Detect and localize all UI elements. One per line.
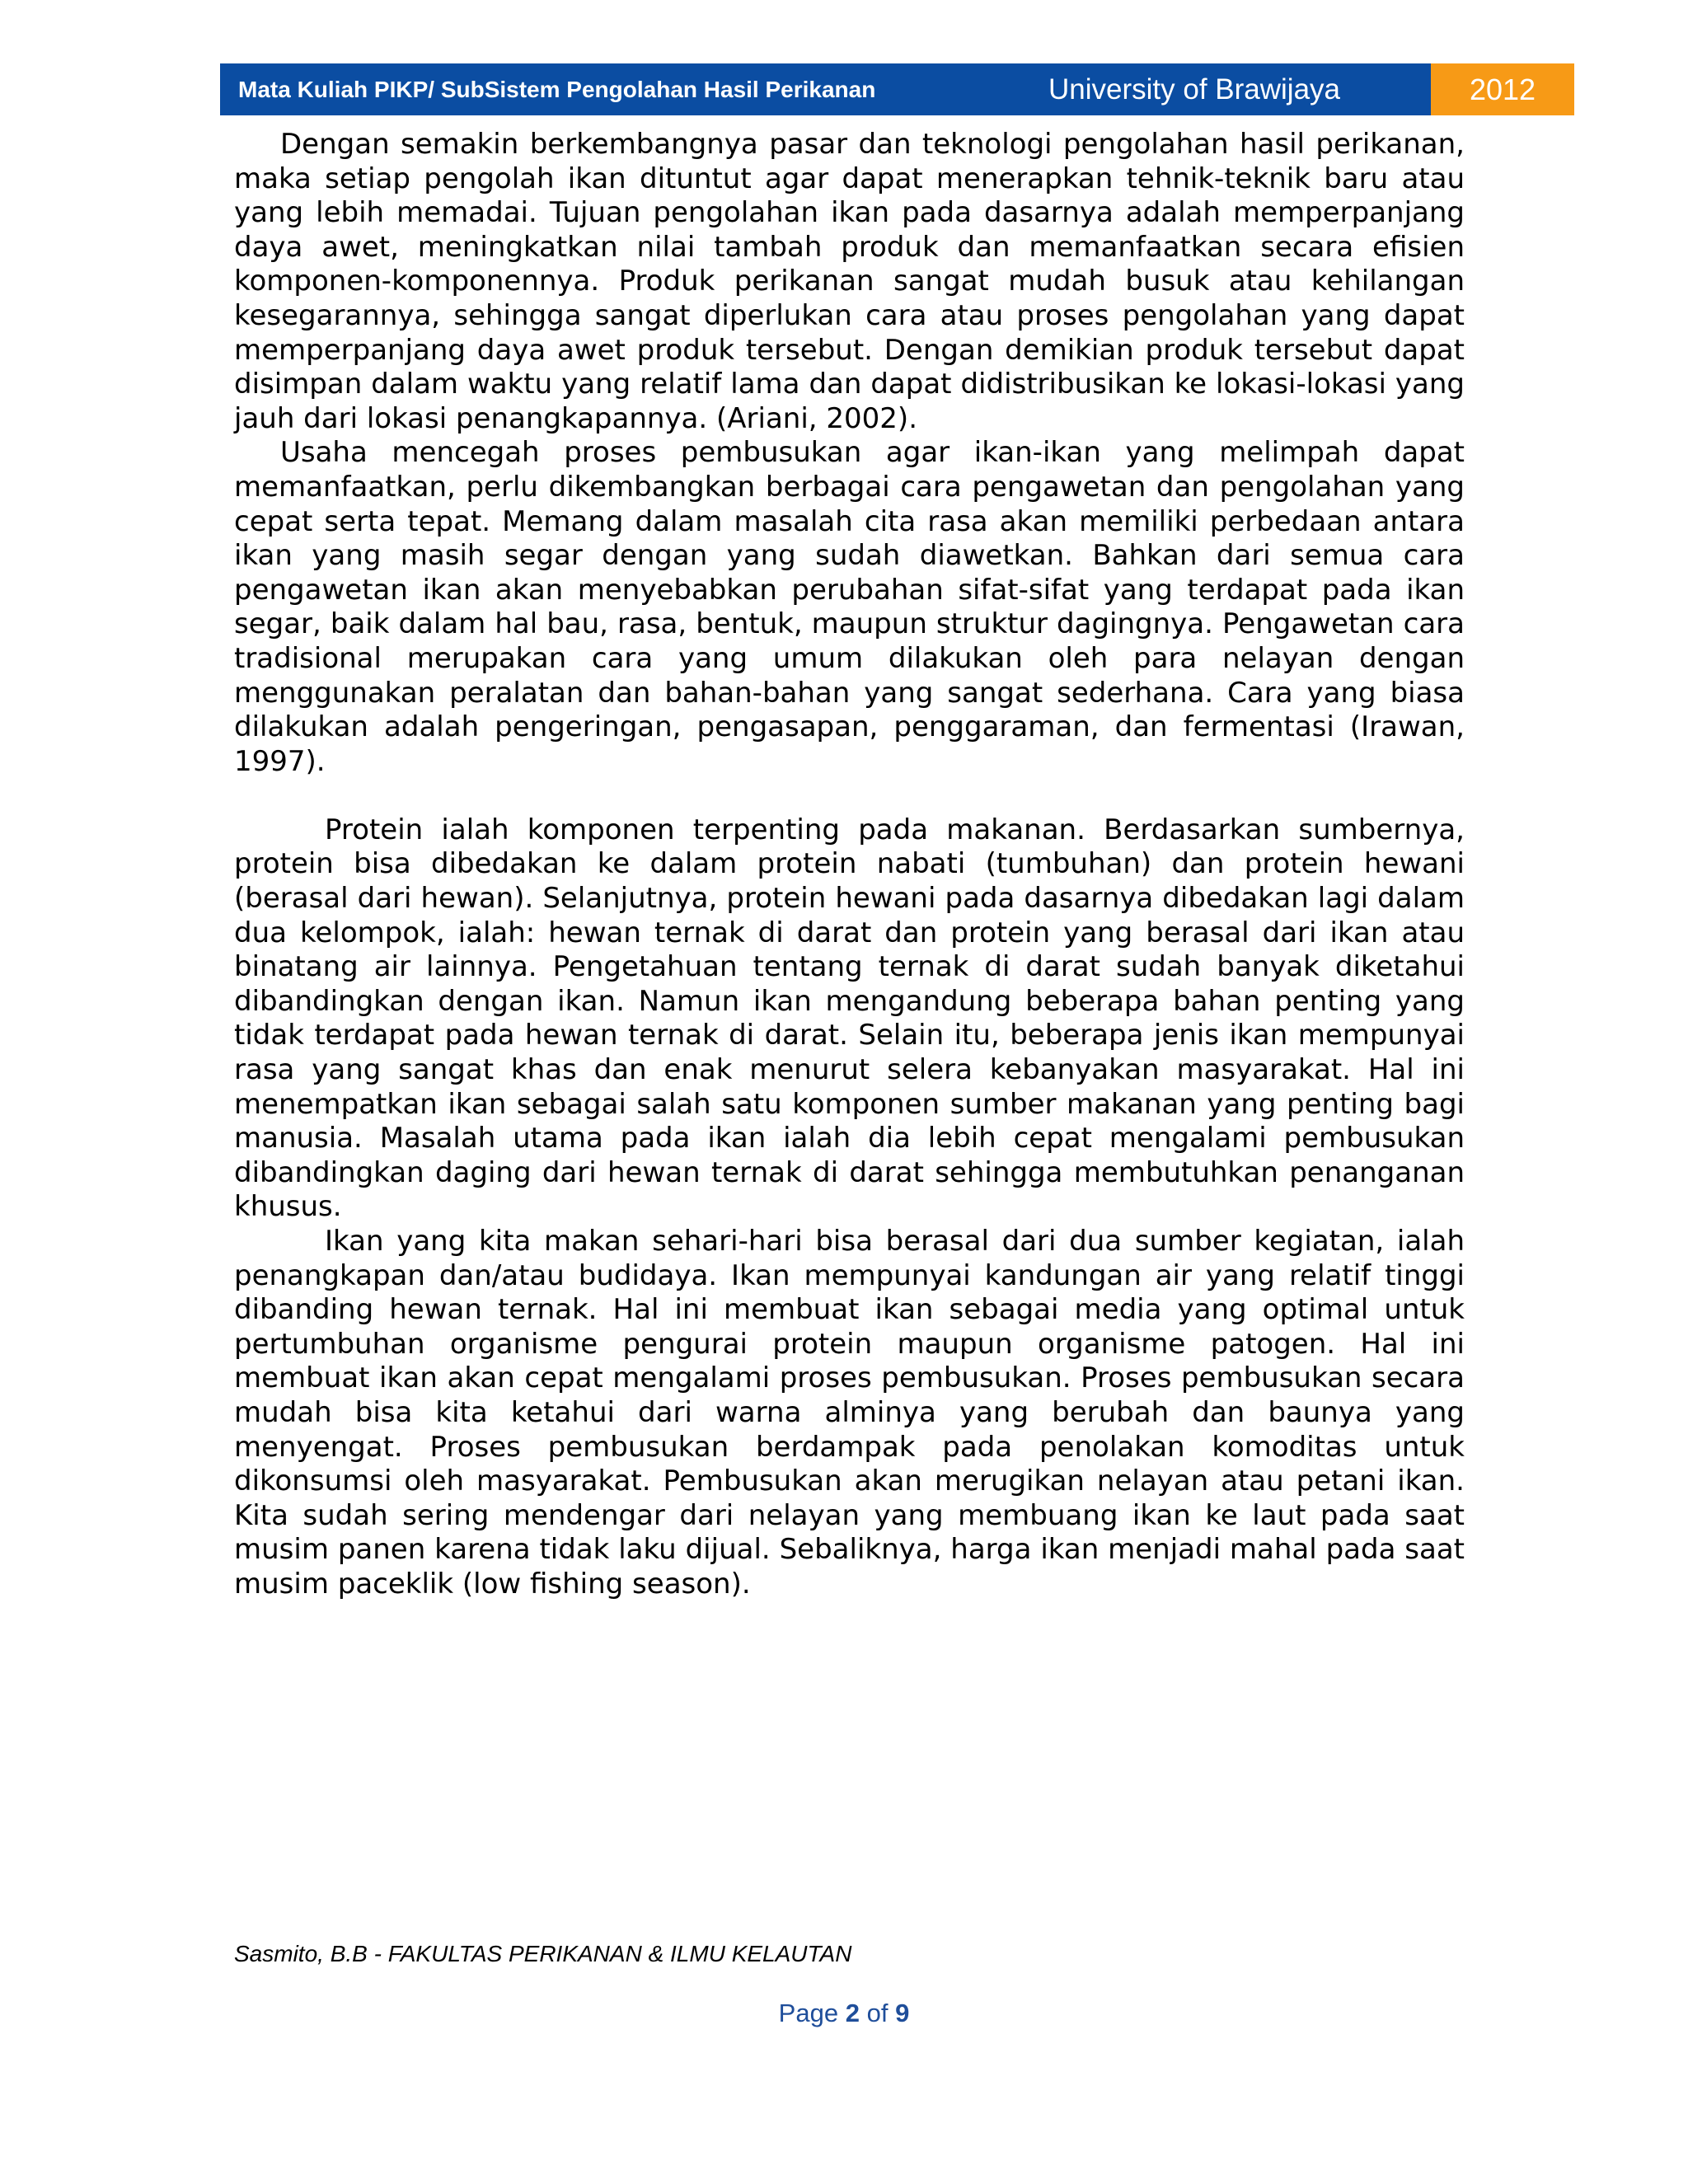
paragraph-4: Ikan yang kita makan sehari-hari bisa berasal dari dua sumber kegiatan, ialah penangkapan dan/atau budidaya. Ikan mempunyai kandungan air yang relatif tinggi dibanding hewan ternak. Hal ini membuat ikan sebagai media yang optimal untuk pertumbuhan organisme pengurai protein maupun organisme patogen. Hal ini membuat ikan akan cepat mengalami proses pembusukan. Proses pembusukan secara mudah bisa kita ketahui dari warna alminya yang berubah dan baunya yang menyengat. Proses pembusukan berdampak pada penolakan komoditas untuk dikonsumsi oleh masyarakat. Pembusukan akan merugikan nelayan atau petani ikan. Kita sudah sering mendengar dari nelayan yang membuang ikan ke laut pada saat musim panen karena tidak laku dijual. Sebaliknya, harga ikan menjadi mahal pada saat musim paceklik (low fishing season). — [234, 1225, 1465, 1601]
paragraph-2: Usaha mencegah proses pembusukan agar ikan-ikan yang melimpah dapat memanfaatkan, perlu dikembangkan berbagai cara pengawetan dan pengolahan yang cepat serta tepat. Memang dalam masalah cita rasa akan memiliki perbedaan antara ikan yang masih segar dengan yang sudah diawetkan. Bahkan dari semua cara pengawetan ikan akan menyebabkan perubahan sifat-sifat yang terdapat pada ikan segar, baik dalam hal bau, rasa, bentuk, maupun struktur dagingnya. Pengawetan cara tradisional merupakan cara yang umum dilakukan oleh para nelayan dengan menggunakan peralatan dan bahan-bahan yang sangat sederhana. Cara yang biasa dilakukan adalah pengeringan, pengasapan, penggaraman, dan fermentasi (Irawan, 1997). — [234, 436, 1465, 778]
university-name: University of Brawijaya — [1030, 63, 1431, 115]
paragraph-3: Protein ialah komponen terpenting pada makanan. Berdasarkan sumbernya, protein bisa dibedakan ke dalam protein nabati (tumbuhan) dan protein hewani (berasal dari hewan). Selanjutnya, protein hewani pada dasarnya dibedakan lagi dalam dua kelompok, ialah: hewan ternak di darat dan protein yang berasal dari ikan atau binatang air lainnya. Pengetahuan tentang ternak di darat sudah banyak diketahui dibandingkan dengan ikan. Namun ikan mengandung beberapa bahan penting yang tidak terdapat pada hewan ternak di darat. Selain itu, beberapa jenis ikan mempunyai rasa yang sangat khas dan enak menurut selera kebanyakan masyarakat. Hal ini menempatkan ikan sebagai salah satu komponen sumber makanan yang penting bagi manusia. Masalah utama pada ikan ialah dia lebih cepat mengalami pembusukan dibandingkan daging dari hewan ternak di darat sehingga membutuhkan penanganan khusus. — [234, 813, 1465, 1224]
page-header — [220, 63, 1574, 115]
page-total: 9 — [895, 1999, 910, 2027]
year-badge: 2012 — [1431, 63, 1574, 115]
of-word: of — [866, 1999, 889, 2027]
page-word: Page — [778, 1999, 839, 2027]
paragraph-spacer — [234, 779, 1465, 813]
page-number — [0, 1999, 1688, 2028]
document-body — [234, 128, 1465, 1602]
page-current: 2 — [845, 1999, 860, 2027]
course-title: Mata Kuliah PIKP/ SubSistem Pengolahan Hasil Perikanan — [220, 63, 1030, 115]
footer-author: Sasmito, B.B - FAKULTAS PERIKANAN & ILMU KELAUTAN — [234, 1941, 852, 1966]
paragraph-1: Dengan semakin berkembangnya pasar dan teknologi pengolahan hasil perikanan, maka setiap pengolah ikan dituntut agar dapat menerapkan tehnik-teknik baru atau yang lebih memadai. Tujuan pengolahan ikan pada dasarnya adalah memperpanjang daya awet, meningkatkan nilai tambah produk dan memanfaatkan secara efisien komponen-komponennya. Produk perikanan sangat mudah busuk atau kehilangan kesegarannya, sehingga sangat diperlukan cara atau proses pengolahan yang dapat memperpanjang daya awet produk tersebut. Dengan demikian produk tersebut dapat disimpan dalam waktu yang relatif lama dan dapat didistribusikan ke lokasi-lokasi yang jauh dari lokasi penangkapannya. (Ariani, 2002). — [234, 128, 1465, 435]
